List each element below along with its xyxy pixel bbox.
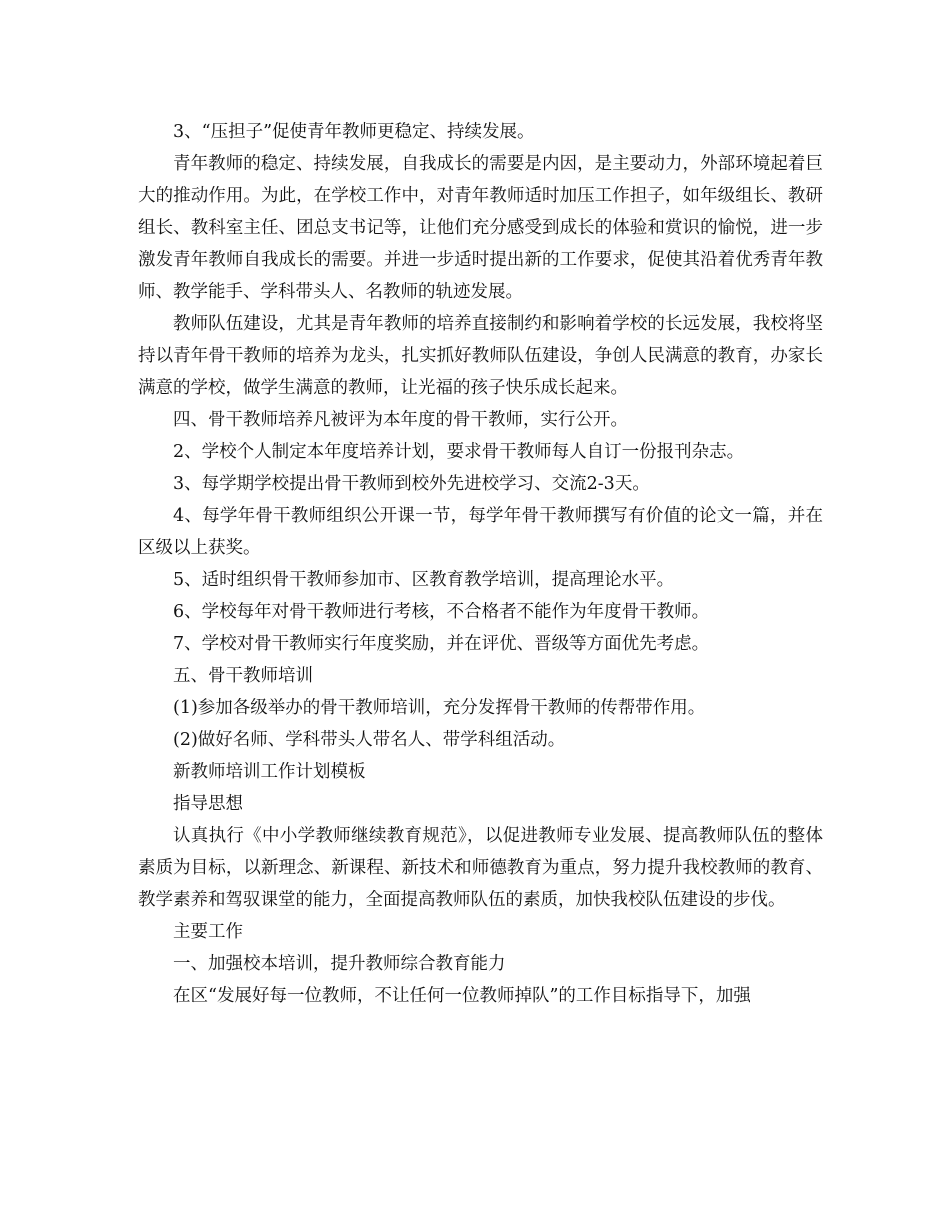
paragraph-subitem-2: (2)做好名师、学科带头人带名人、带学科组活动。 [173,730,566,750]
paragraph-subitem-1: (1)参加各级举办的骨干教师培训，充分发挥骨干教师的传帮带作用。 [173,698,706,718]
paragraph-item-2: 2、学校个人制定本年度培养计划，要求骨干教师每人自订一份报刊杂志。 [173,442,745,462]
paragraph-guiding-heading: 指导思想 [173,794,243,814]
paragraph-team-building: 教师队伍建设，尤其是青年教师的培养直接制约和影响着学校的长远发展，我校将坚持以青年骨干教师的培养为龙头，扎实抓好教师队伍建设，争创人民满意的教育，办家长满意的学校，做学生满意的教师，让光福的孩子快乐成长起来。 [138,314,823,398]
paragraph-item-6: 6、学校每年对骨干教师进行考核，不合格者不能作为年度骨干教师。 [173,602,710,622]
paragraph-item-5: 5、适时组织骨干教师参加市、区教育教学培训，提高理论水平。 [173,570,675,590]
paragraph-item-3: 3、每学期学校提出骨干教师到校外先进校学习、交流2-3天。 [173,474,650,494]
paragraph-item-7: 7、学校对骨干教师实行年度奖励，并在评优、晋级等方面优先考虑。 [173,634,710,654]
paragraph-main-work-heading: 主要工作 [173,922,243,942]
paragraph-young-teacher-development: 青年教师的稳定、持续发展，自我成长的需要是内因，是主要动力，外部环境起着巨大的推动作用。为此，在学校工作中，对青年教师适时加压工作担子，如年级组长、教研组长、教科室主任、团总支书记等，让他们充分感受到成长的体验和赏识的愉悦，进一步激发青年教师自我成长的需要。并进一步适时提出新的工作要求，促使其沿着优秀青年教师、教学能手、学科带头人、名教师的轨迹发展。 [138,154,823,302]
paragraph-heading-3: 3、“压担子”促使青年教师更稳定、持续发展。 [173,122,535,142]
paragraph-plan-title: 新教师培训工作计划模板 [173,762,366,782]
paragraph-section-5: 五、骨干教师培训 [173,666,313,686]
paragraph-item-4: 4、每学年骨干教师组织公开课一节，每学年骨干教师撰写有价值的论文一篇，并在区级以上获奖。 [138,506,823,558]
paragraph-district-goal: 在区“发展好每一位教师，不让任何一位教师掉队”的工作目标指导下，加强 [173,986,751,1006]
document-body [138,116,823,1012]
paragraph-guiding-ideas: 认真执行《中小学教师继续教育规范》，以促进教师专业发展、提高教师队伍的整体素质为目标，以新理念、新课程、新技术和师德教育为重点，努力提升我校教师的教育、教学素养和驾驭课堂的能力，全面提高教师队伍的素质，加快我校队伍建设的步伐。 [138,826,823,910]
paragraph-section-4: 四、骨干教师培养凡被评为本年度的骨干教师，实行公开。 [173,410,628,430]
paragraph-section-1: 一、加强校本培训，提升教师综合教育能力 [173,954,506,974]
